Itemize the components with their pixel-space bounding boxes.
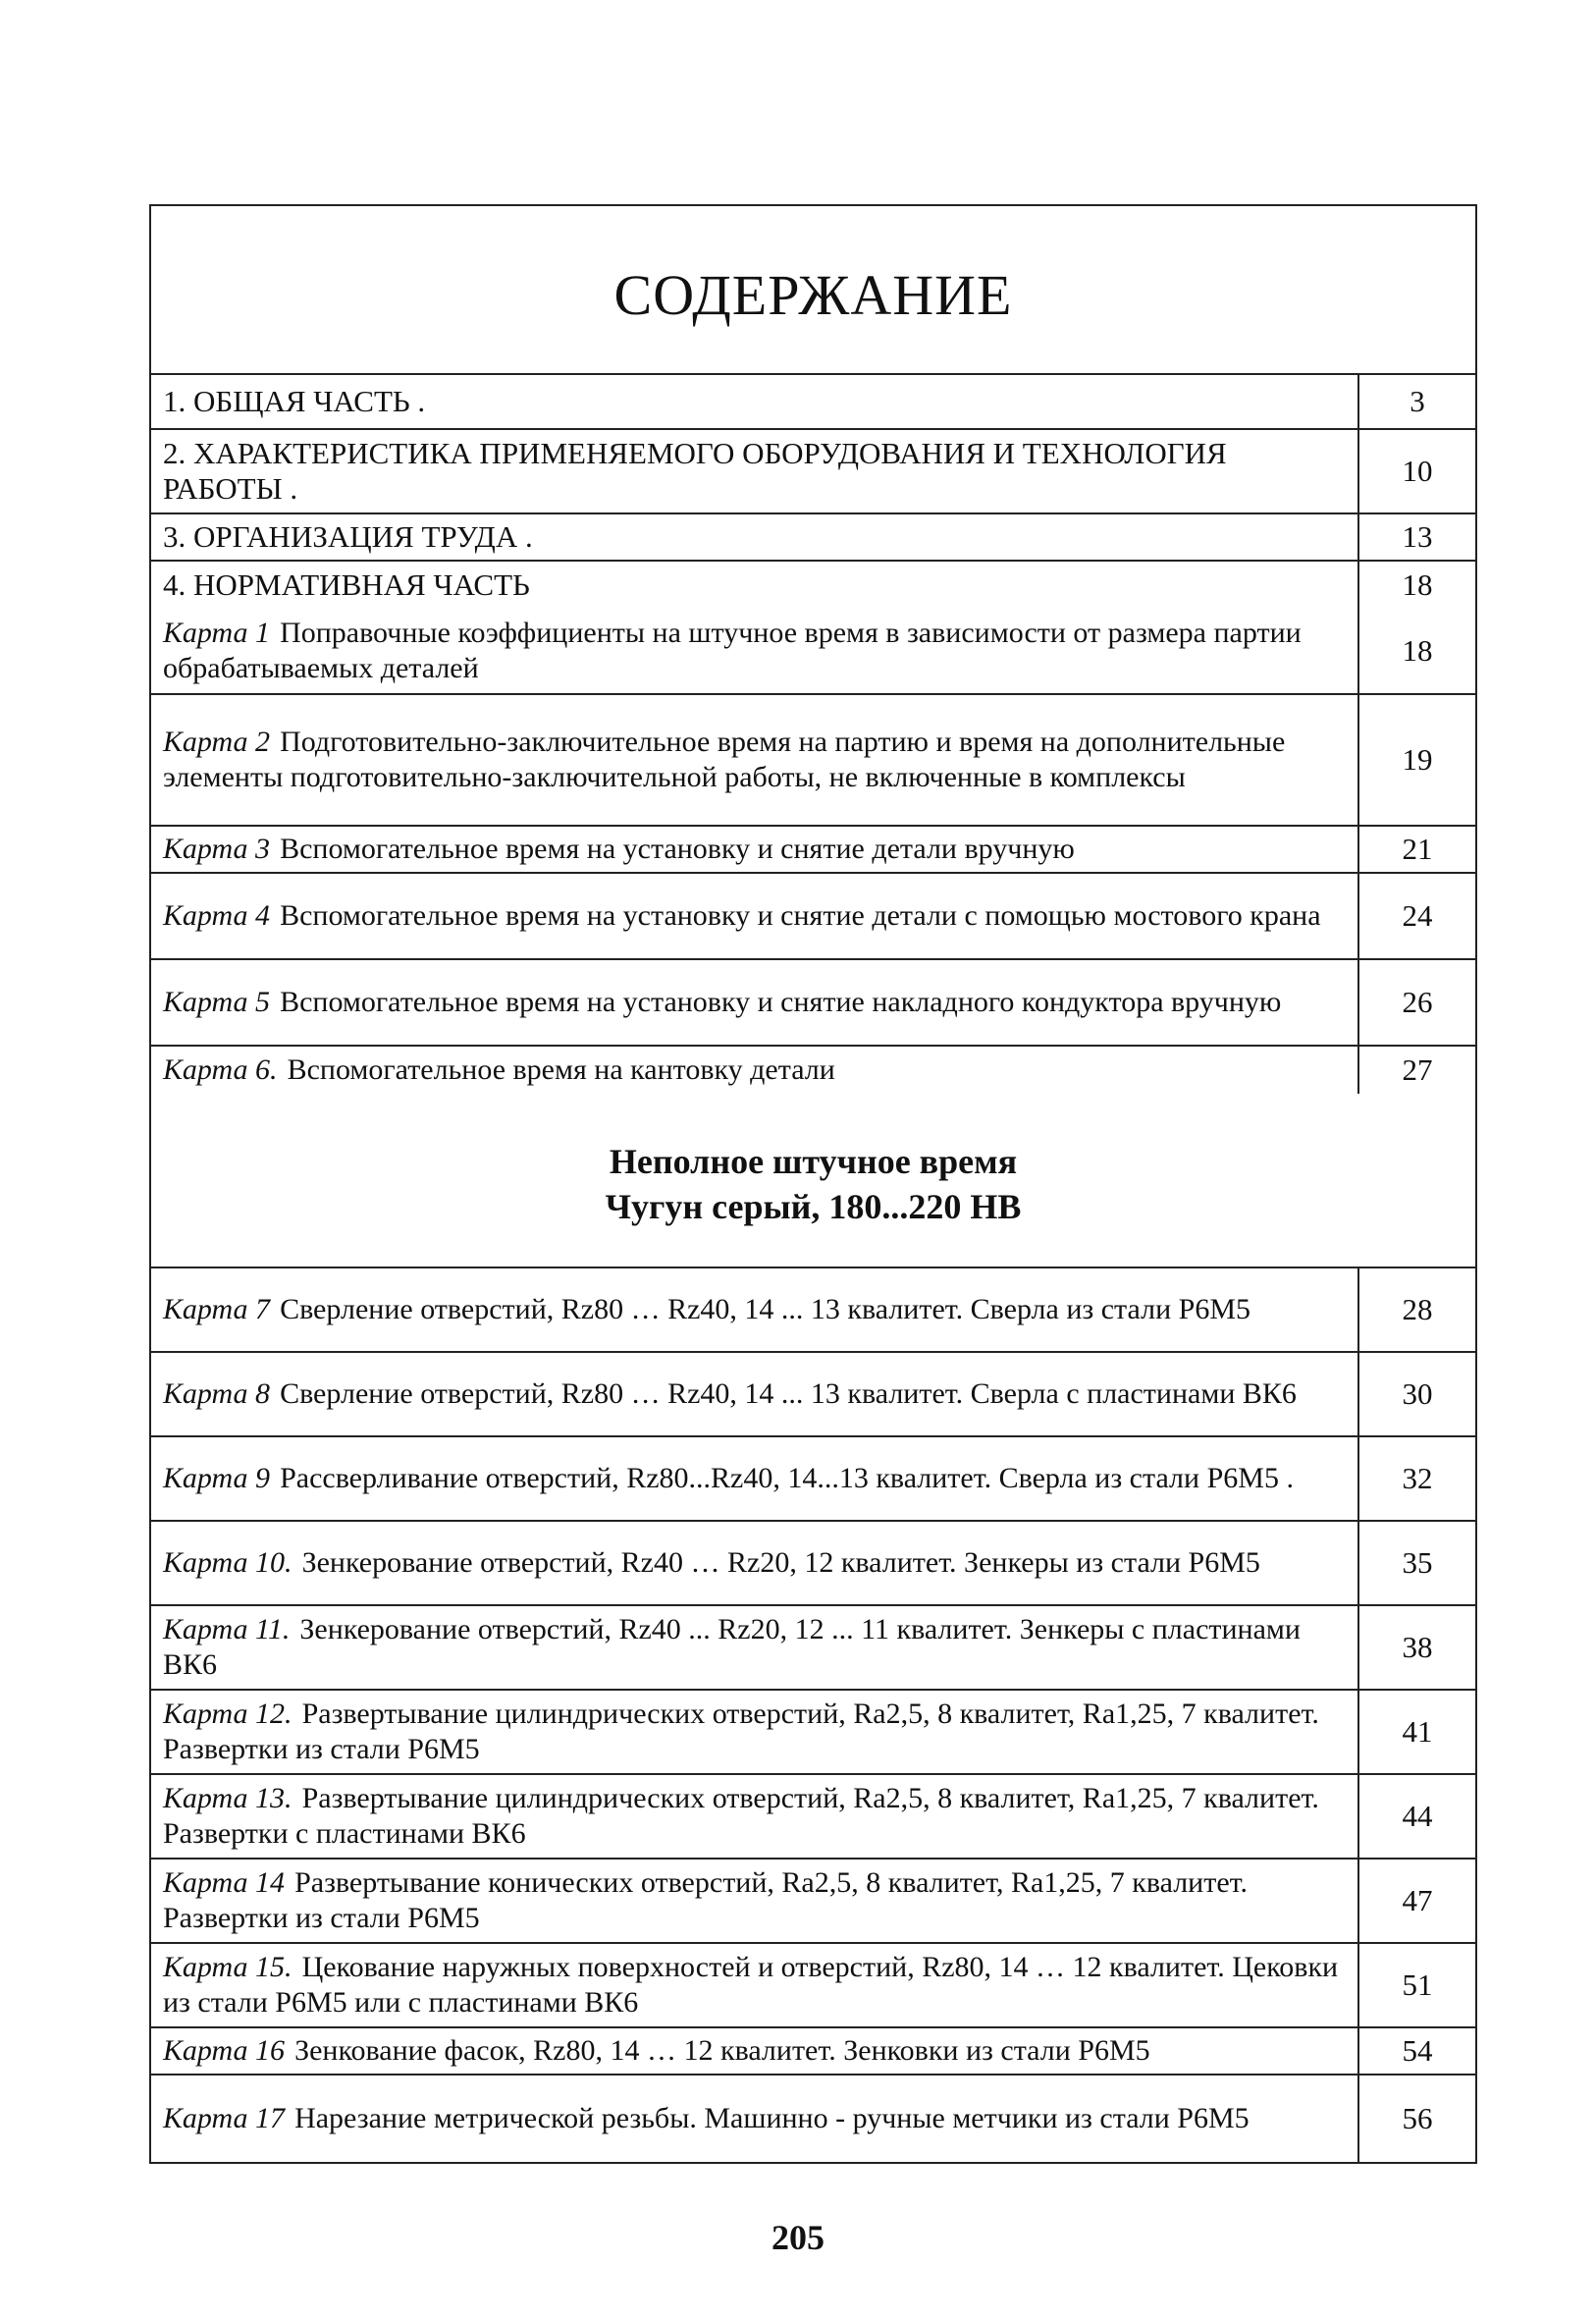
subheading	[151, 1094, 1475, 1268]
card-title: Зенкерование отверстий, Rz40 … Rz20, 12 квалитет. Зенкеры из стали Р6М5	[301, 1546, 1260, 1579]
toc-entry-text	[151, 1047, 1359, 1094]
toc-entry-page: 18	[1402, 633, 1433, 668]
toc-entry-text	[151, 2028, 1359, 2074]
toc-row-card	[151, 960, 1475, 1047]
card-title: Развертывание цилиндрических отверстий, Ra2,5, 8 квалитет, Ra1,25, 7 квалитет. Развертки из стали Р6М5	[163, 1698, 1319, 1765]
card-title: Вспомогательное время на установку и снятие накладного кондуктора вручную	[280, 986, 1282, 1018]
toc-entry-text	[151, 874, 1359, 958]
card-label: Карта 7	[163, 1293, 271, 1325]
toc-entry-page: 28	[1402, 1292, 1433, 1326]
toc-entry-page: 3	[1410, 384, 1425, 418]
page-number: 205	[771, 2218, 825, 2257]
sections-block	[151, 375, 1475, 609]
card-label: Карта 14	[163, 1866, 286, 1899]
toc-entry-page: 21	[1402, 832, 1433, 866]
toc-row-card	[151, 1775, 1475, 1860]
card-title: Поправочные коэффициенты на штучное время в зависимости от размера партии обрабатываемых деталей	[163, 617, 1302, 684]
toc-row-card	[151, 1353, 1475, 1437]
card-label: Карта 1	[163, 617, 271, 649]
toc-row-card	[151, 2075, 1475, 2162]
toc-entry-text: 3. ОРГАНИЗАЦИЯ ТРУДА .	[151, 514, 1359, 560]
toc-entry-text	[151, 1606, 1359, 1689]
toc-entry-text	[151, 1860, 1359, 1942]
card-title: Зенкерование отверстий, Rz40 ... Rz20, 12 ... 11 квалитет. Зенкеры с пластинами ВК6	[163, 1613, 1301, 1681]
toc-row-card	[151, 1691, 1475, 1775]
toc-row-card	[151, 1860, 1475, 1944]
toc-entry-text	[151, 1353, 1359, 1435]
card-title: Нарезание метрической резьбы. Машинно - ручные метчики из стали Р6М5	[294, 2102, 1250, 2134]
toc-entry-page: 30	[1402, 1376, 1433, 1411]
toc-row-section	[151, 514, 1475, 562]
toc-entry-text: 4. НОРМАТИВНАЯ ЧАСТЬ	[151, 562, 1359, 609]
toc-entry-page: 41	[1402, 1714, 1433, 1749]
toc-entry-page: 44	[1402, 1799, 1433, 1833]
toc-entry-text	[151, 1775, 1359, 1858]
card-label: Карта 10.	[163, 1546, 293, 1579]
card-title: Подготовительно-заключительное время на партию и время на дополнительные элементы подготовительно-заключительной работы, не включенные в комплексы	[163, 726, 1286, 793]
toc-entry-text	[151, 827, 1359, 872]
card-title: Развертывание цилиндрических отверстий, Ra2,5, 8 квалитет, Ra1,25, 7 квалитет. Развертки с пластинами ВК6	[163, 1782, 1319, 1850]
toc-entry-text: 1. ОБЩАЯ ЧАСТЬ .	[151, 375, 1359, 428]
card-title: Рассверливание отверстий, Rz80...Rz40, 14...13 квалитет. Сверла из стали Р6М5 .	[280, 1462, 1294, 1494]
card-title: Развертывание конических отверстий, Ra2,5, 8 квалитет, Ra1,25, 7 квалитет. Развертки из стали Р6М5	[163, 1866, 1249, 1934]
subheading-line-2: Чугун серый, 180...220 НВ	[605, 1187, 1022, 1226]
toc-row-card	[151, 1522, 1475, 1606]
card-label: Карта 6.	[163, 1053, 278, 1086]
toc-entry-text	[151, 1522, 1359, 1604]
toc-entry-text: 2. ХАРАКТЕРИСТИКА ПРИМЕНЯЕМОГО ОБОРУДОВАНИЯ И ТЕХНОЛОГИЯ РАБОТЫ .	[151, 430, 1359, 512]
card-label: Карта 17	[163, 2102, 286, 2134]
toc-row-card	[151, 1437, 1475, 1522]
card-label: Карта 3	[163, 833, 271, 865]
toc-entry-text	[151, 1437, 1359, 1520]
toc-entry-page: 56	[1402, 2101, 1433, 2135]
card-label: Карта 9	[163, 1462, 271, 1494]
toc-entry-page: 18	[1402, 567, 1433, 602]
cards-block-a	[151, 609, 1475, 1094]
toc-entry-text	[151, 695, 1359, 825]
toc-entry-text	[151, 1691, 1359, 1773]
toc-entry-page: 47	[1402, 1883, 1433, 1917]
card-label: Карта 4	[163, 899, 271, 932]
toc-row-section	[151, 375, 1475, 430]
toc-entry-page: 54	[1402, 2033, 1433, 2068]
toc-entry-page: 32	[1402, 1461, 1433, 1495]
toc-row-section	[151, 562, 1475, 609]
toc-row-card	[151, 1944, 1475, 2028]
toc-row-card	[151, 1606, 1475, 1691]
toc-entry-page: 26	[1402, 985, 1433, 1019]
toc-row-section	[151, 430, 1475, 514]
toc-entry-page: 24	[1402, 898, 1433, 933]
toc-row-card	[151, 695, 1475, 827]
toc-entry-text	[151, 960, 1359, 1045]
page-title: СОДЕРЖАНИЕ	[151, 206, 1475, 375]
card-label: Карта 2	[163, 726, 271, 758]
toc-row-card	[151, 609, 1475, 695]
toc-entry-text	[151, 609, 1359, 693]
card-label: Карта 11.	[163, 1613, 291, 1645]
toc-entry-page: 38	[1402, 1630, 1433, 1664]
card-title: Вспомогательное время на установку и снятие детали с помощью мостового крана	[280, 899, 1321, 932]
toc-entry-text	[151, 2075, 1359, 2162]
toc-entry-page: 27	[1402, 1052, 1433, 1087]
card-label: Карта 5	[163, 986, 271, 1018]
cards-block-b	[151, 1268, 1475, 2162]
toc-entry-page: 51	[1402, 1968, 1433, 2002]
toc-entry-text	[151, 1944, 1359, 2026]
toc-entry-page: 19	[1402, 742, 1433, 777]
toc-row-card	[151, 2028, 1475, 2075]
card-title: Сверление отверстий, Rz80 … Rz40, 14 ... 13 квалитет. Сверла с пластинами ВК6	[280, 1377, 1297, 1410]
toc-table	[149, 204, 1477, 2164]
card-label: Карта 8	[163, 1377, 271, 1410]
toc-row-card	[151, 827, 1475, 874]
toc-row-card	[151, 1268, 1475, 1353]
card-label: Карта 12.	[163, 1698, 293, 1730]
toc-entry-page: 35	[1402, 1545, 1433, 1580]
subheading-line-1: Неполное штучное время	[609, 1142, 1018, 1181]
card-label: Карта 16	[163, 2034, 286, 2067]
toc-entry-text	[151, 1268, 1359, 1351]
card-title: Вспомогательное время на кантовку детали	[287, 1053, 835, 1086]
card-title: Сверление отверстий, Rz80 … Rz40, 14 ... 13 квалитет. Сверла из стали Р6М5	[280, 1293, 1250, 1325]
toc-entry-page: 13	[1402, 519, 1433, 554]
card-title: Зенкование фасок, Rz80, 14 … 12 квалитет. Зенковки из стали Р6М5	[294, 2034, 1150, 2067]
card-label: Карта 13.	[163, 1782, 293, 1814]
card-title: Цекование наружных поверхностей и отверстий, Rz80, 14 … 12 квалитет. Цековки из стали Р6М5 или с пластинами ВК6	[163, 1951, 1339, 2019]
card-title: Вспомогательное время на установку и снятие детали вручную	[280, 833, 1075, 865]
toc-row-card	[151, 1047, 1475, 1094]
toc-row-card	[151, 874, 1475, 960]
toc-entry-page: 10	[1402, 454, 1433, 488]
card-label: Карта 15.	[163, 1951, 293, 1983]
